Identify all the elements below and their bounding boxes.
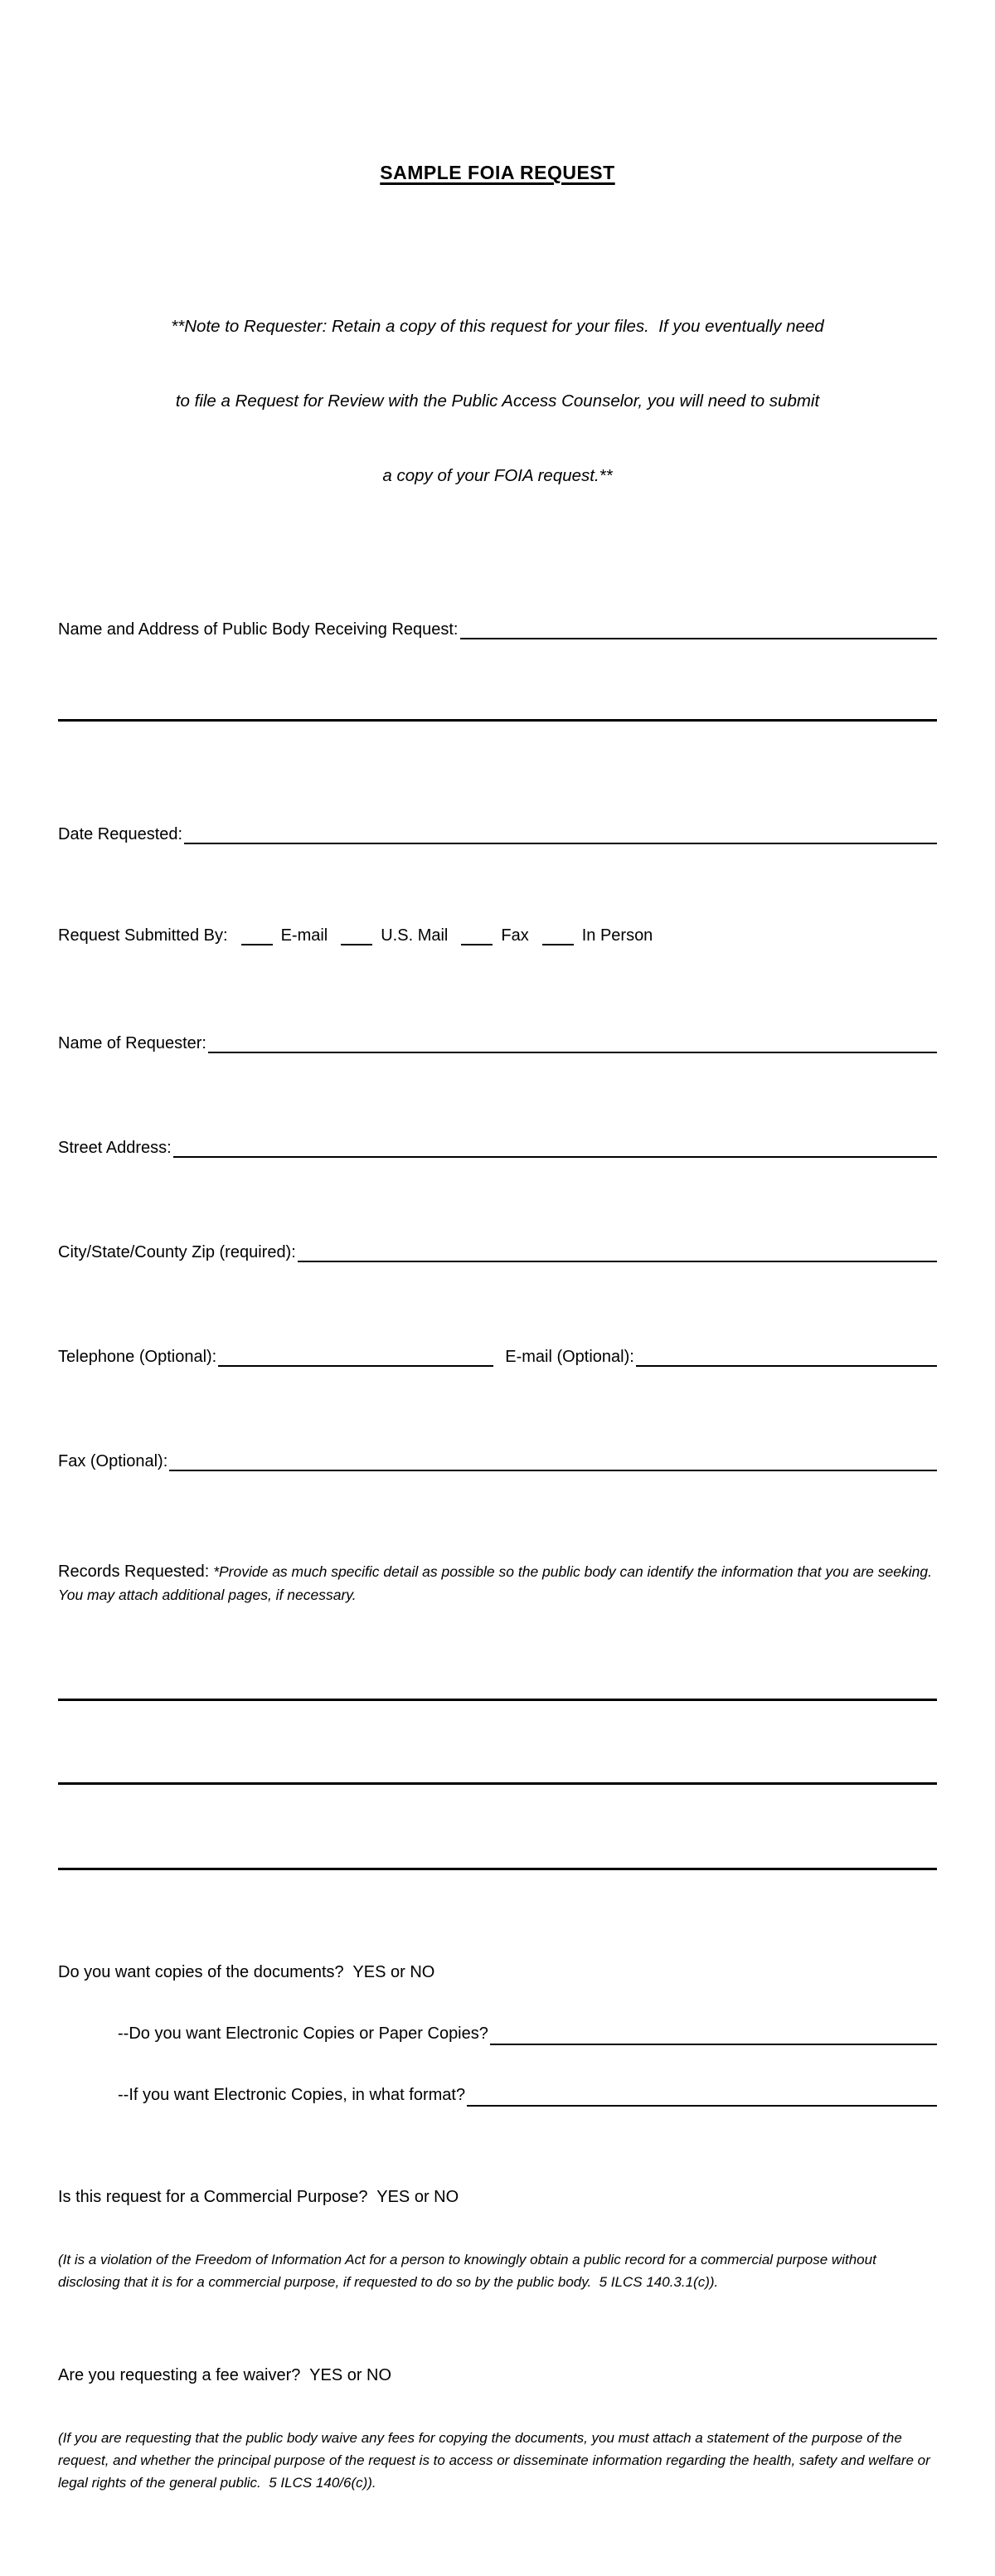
copies-sub-question-1: [58, 2022, 937, 2045]
public-body-row: [58, 619, 937, 639]
submitted-by-option-email: E-mail: [280, 926, 328, 945]
copies-sub2-label: --If you want Electronic Copies, in what format?: [118, 2086, 466, 2104]
copies-sub-question-2: [58, 2083, 937, 2107]
requester-name-row: [58, 1033, 937, 1053]
form-title: [58, 57, 937, 184]
note-line-1: **Note to Requester: Retain a copy of this request for your files. If you eventually need: [171, 317, 824, 336]
submitted-by-option-fax: Fax: [501, 926, 529, 945]
fax-label: Fax (Optional):: [58, 1452, 168, 1470]
submitted-by-blank-inperson[interactable]: [542, 927, 574, 945]
commercial-purpose-note: (It is a violation of the Freedom of Information Act for a person to knowingly obtain a public record for a commercial purpose without disclosing that it is for a commercial purpose, if requested to do so by the public body. 5 ILCS 140.3.1(c)).: [58, 2252, 881, 2290]
fax-row: [58, 1451, 937, 1471]
requester-name-field-line[interactable]: [208, 1033, 937, 1053]
street-address-label: Street Address:: [58, 1139, 172, 1157]
telephone-label: Telephone (Optional):: [58, 1348, 217, 1366]
form-title-text: SAMPLE FOIA REQUEST: [380, 162, 615, 183]
public-body-field-line-2[interactable]: [58, 719, 937, 722]
telephone-email-row: [58, 1346, 937, 1367]
street-address-row: [58, 1137, 937, 1158]
records-line-3[interactable]: [58, 1868, 937, 1870]
city-state-zip-field-line[interactable]: [298, 1242, 937, 1262]
copies-sub1-label: --Do you want Electronic Copies or Paper Copies?: [118, 2024, 488, 2043]
copies-sub1-field-line[interactable]: [490, 2022, 937, 2045]
submitted-by-blank-fax[interactable]: [461, 927, 493, 945]
records-requested-label: Records Requested:: [58, 1563, 210, 1581]
street-address-field-line[interactable]: [173, 1137, 937, 1158]
copies-sub2-field-line[interactable]: [467, 2083, 937, 2107]
date-requested-label: Date Requested:: [58, 825, 183, 843]
requester-note: [58, 265, 937, 538]
email-label: E-mail (Optional):: [505, 1348, 634, 1366]
note-line-2: to file a Request for Review with the Public Access Counselor, you will need to submit: [175, 391, 820, 411]
telephone-field-line[interactable]: [218, 1346, 493, 1367]
public-body-label: Name and Address of Public Body Receiving Request:: [58, 620, 459, 639]
copies-question: Do you want copies of the documents? YES or NO: [58, 1963, 435, 1981]
records-line-1[interactable]: [58, 1699, 937, 1701]
submitted-by-blank-email[interactable]: [241, 927, 273, 945]
submitted-by-option-usmail: U.S. Mail: [381, 926, 449, 945]
records-requested-instructions: *Provide as much specific detail as possible so the public body can identify the information that you are seeking. You may attach additional pages, if necessary.: [58, 1563, 940, 1603]
fax-field-line[interactable]: [169, 1451, 937, 1471]
records-line-2[interactable]: [58, 1782, 937, 1785]
submitted-by-blank-usmail[interactable]: [341, 927, 372, 945]
date-requested-row: [58, 824, 937, 844]
email-field-line[interactable]: [636, 1346, 937, 1367]
fee-waiver-note: (If you are requesting that the public body waive any fees for copying the documents, you must attach a statement of the purpose of the request, and whether the principal purpose of the request is to access or disseminate information regarding the health, safety and welfare or legal rights of the general public. 5 ILCS 140/6(c)).: [58, 2430, 934, 2491]
requester-name-label: Name of Requester:: [58, 1034, 206, 1052]
fee-waiver-question: Are you requesting a fee waiver? YES or NO: [58, 2366, 392, 2384]
submitted-by-option-inperson: In Person: [581, 926, 653, 945]
city-state-zip-label: City/State/County Zip (required):: [58, 1243, 296, 1261]
note-line-3: a copy of your FOIA request.**: [382, 466, 613, 485]
commercial-purpose-question: Is this request for a Commercial Purpose? YES or NO: [58, 2188, 459, 2206]
submitted-by-row: [58, 926, 937, 945]
submitted-by-label: Request Submitted By:: [58, 926, 228, 945]
date-requested-field-line[interactable]: [184, 824, 937, 844]
city-state-zip-row: [58, 1242, 937, 1262]
records-requested-paragraph: [58, 1560, 940, 1606]
public-body-field-line[interactable]: [460, 619, 938, 639]
